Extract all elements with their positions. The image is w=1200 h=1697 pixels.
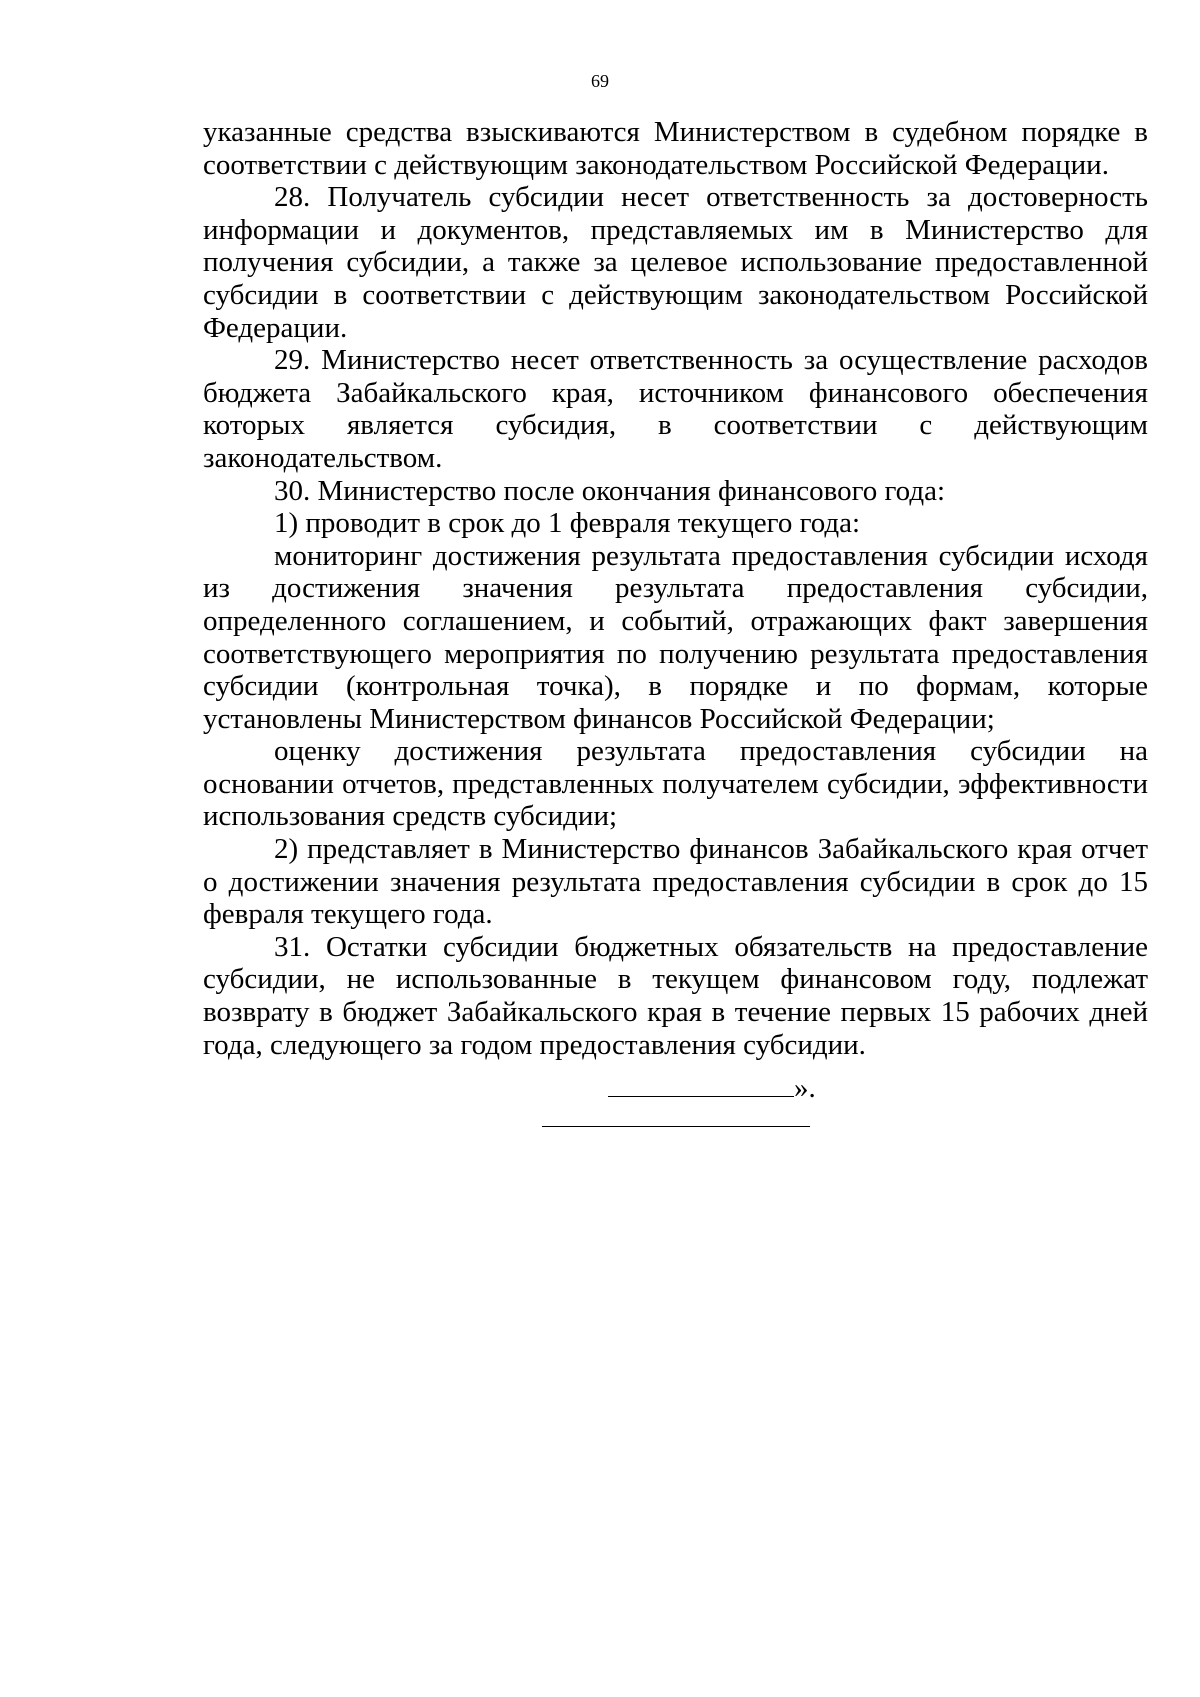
paragraph-item-30-1: 1) проводит в срок до 1 февраля текущего года: [274, 507, 861, 540]
paragraph-continuation: указанные средства взыскиваются Министерством в судебном порядке в соответствии с действующим законодательством Российской Федерации. [203, 116, 1148, 181]
end-of-document-rule [542, 1126, 810, 1127]
paragraph-monitoring: мониторинг достижения результата предоставления субсидии исходя из достижения значения результата предоставления субсидии, определенного соглашением, и событий, отражающих факт завершения соответствующего мероприятия по получению результата предоставления субсидии (контрольная точка), в порядке и по формам, которые установлены Министерством финансов Российской Федерации; [203, 539, 1148, 735]
paragraph-assessment: оценку достижения результата предоставления субсидии на основании отчетов, представленных получателем субсидии, эффективности использования средств субсидии; [203, 735, 1148, 833]
document-body [203, 116, 1148, 1061]
page-number: 69 [591, 71, 609, 91]
paragraph-item-31: 31. Остатки субсидии бюджетных обязательств на предоставление субсидии, не использованные в текущем финансовом году, подлежат возврату в бюджет Забайкальского края в течение первых 15 рабочих дней года, следующего за годом предоставления субсидии. [203, 930, 1148, 1061]
closing-quote-line [608, 1072, 816, 1104]
paragraph-item-30-2: 2) представляет в Министерство финансов Забайкальского края отчет о достижении значения результата предоставления субсидии в срок до 15 февраля текущего года. [203, 833, 1148, 931]
paragraph-item-29: 29. Министерство несет ответственность за осуществление расходов бюджета Забайкальского края, источником финансового обеспечения которых является субсидия, в соответствии с действующим законодательством. [203, 344, 1148, 474]
closing-quote-mark: ». [794, 1072, 816, 1104]
paragraph-item-28: 28. Получатель субсидии несет ответственность за достоверность информации и документов, представляемых им в Министерство для получения субсидии, а также за целевое использование предоставленной субсидии в соответствии с действующим законодательством Российской Федерации. [203, 181, 1148, 344]
paragraph-item-30: 30. Министерство после окончания финансового года: [274, 474, 946, 507]
closing-blank-line [608, 1074, 794, 1097]
